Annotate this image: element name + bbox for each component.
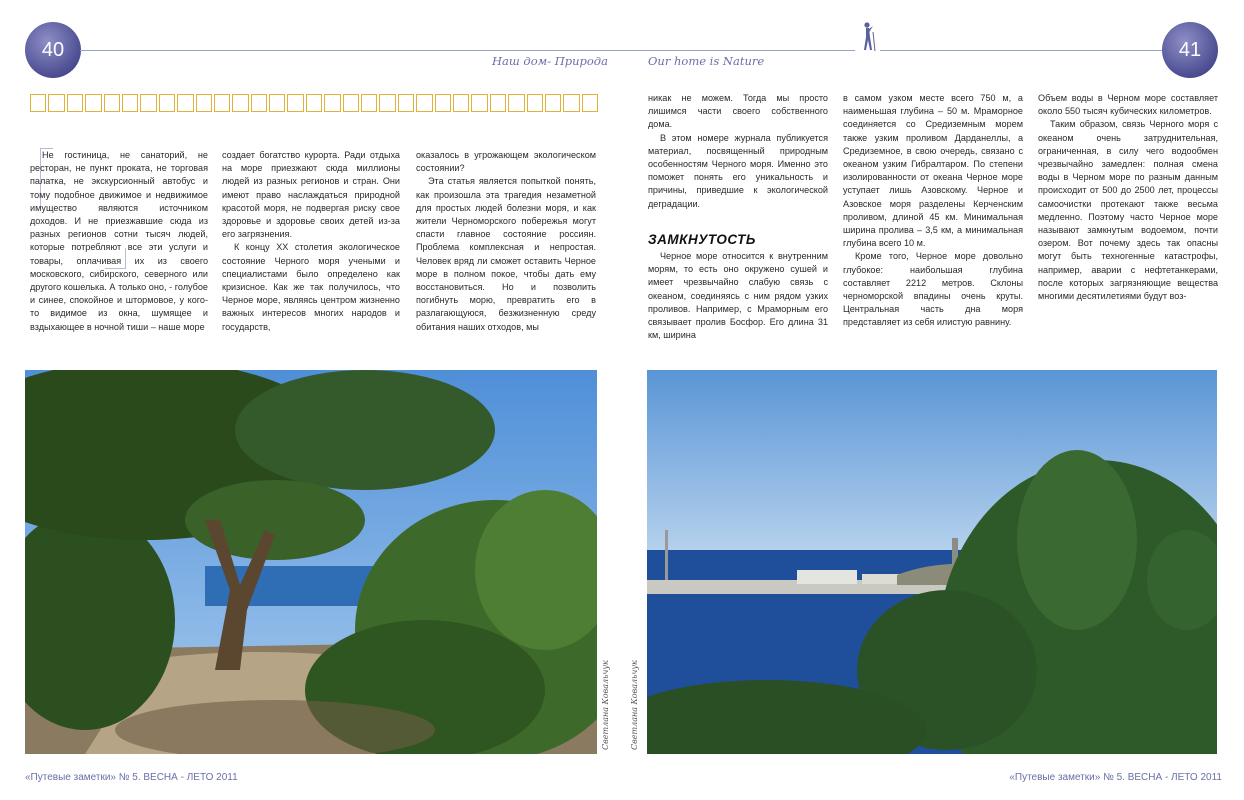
page-number-left: 40	[25, 22, 81, 78]
paragraph: создает богатство курорта. Ради отдыха на море приезжают сюда миллионы людей из разных регионов и стран. Они имеют право наслаждаться природной красотой моря, не подвергая риску свое здоровье и здоровье своих детей из-за его загрязнения.	[222, 150, 400, 240]
section-heading: ЗАМКНУТОСТЬ	[648, 231, 756, 247]
paragraph: Эта статья является попыткой понять, как произошла эта трагедия незаметной для простых людей болезни моря, и как жители Черноморского побережья могут спасти главное состояние россиян. Проблема комплексная и непростая. Человек вряд ли сможет оставить Черное море в полном покое, чтобы дать ему восстановиться. Но и позволить погибнуть морю, превратить его в разлагающуюся, безжизненную среду обитания наших отходов, мы	[416, 176, 596, 332]
decorative-square	[287, 94, 303, 112]
decorative-square	[251, 94, 267, 112]
decorative-square	[30, 94, 46, 112]
paragraph: Кроме того, Черное море довольно глубокое: наибольшая глубина составляет 2212 метров. Склоны черноморской впадины очень круты. Центральная часть дна моря представляет из себя илистую равнину.	[843, 251, 1023, 328]
decorative-square	[104, 94, 120, 112]
decorative-square	[306, 94, 322, 112]
paragraph: Черное море относится к внутренним морям, то есть оно окружено сушей и имеет чрезвычайно слабую связь с океаном, соединяясь с ним рядом узких проливов. Например, с Мраморным его связывает пролив Босфор. Его длина 31 км, ширина	[648, 251, 828, 341]
decorative-square	[269, 94, 285, 112]
decorative-square	[48, 94, 64, 112]
decorative-square	[177, 94, 193, 112]
decorative-square	[140, 94, 156, 112]
paragraph: К концу XX столетия экологическое состояние Черного моря учеными и специалистами было определено как кризисное. Как же так получилось, что Черное море, являясь центром жизненно важных интересов многих народов и государств,	[222, 242, 400, 332]
header-rule-left	[80, 50, 855, 51]
decorative-square	[324, 94, 340, 112]
footer-left: «Путевые заметки» № 5. ВЕСНА - ЛЕТО 2011	[25, 772, 238, 783]
decorative-square	[67, 94, 83, 112]
decorative-square	[582, 94, 598, 112]
decorative-square	[435, 94, 451, 112]
decorative-square	[398, 94, 414, 112]
right-column-1	[648, 92, 828, 342]
hiker-icon	[858, 22, 878, 52]
decorative-square	[471, 94, 487, 112]
right-column-2	[843, 92, 1023, 330]
decorative-square	[379, 94, 395, 112]
decorative-square	[85, 94, 101, 112]
footer-right: «Путевые заметки» № 5. ВЕСНА - ЛЕТО 2011	[1009, 772, 1222, 783]
decorative-square	[563, 94, 579, 112]
paragraph: Таким образом, связь Черного моря с океаном очень затруднительная, ограниченная, в силу чего водообмен чрезвычайно замедлен: полная смена воды в Черном море по разным данным происходит от 500 до 2500 лет, процессы самоочистки протекают также весьма медленно. Поэтому часто Черное море называют замкнутым водоемом, почти озером. Вот почему здесь так опасны могут быть техногенные катастрофы, например, аварии с нефтетанкерами, после которых загрязняющие вещества многими десятилетиями будут воз-	[1038, 119, 1218, 302]
paragraph: в самом узком месте всего 750 м, а наименьшая глубина – 50 м. Мраморное соединяется со Средиземным морем также узким проливом Дарданеллы, а Средиземное, в свою очередь, связано с океаном узким Гибралтаром. По степени изолированности от океана Черное море уступает лишь Азовскому. Черное и Азовское моря разделены Керченским проливом, длиной 45 км. Минимальная ширина пролива – 3,5 км, а минимальная глубина всего 10 м.	[843, 93, 1023, 249]
paragraph: никак не можем. Тогда мы просто лишимся части своего собственного дома.	[648, 93, 828, 130]
paragraph: оказалось в угрожающем экологическом состоянии?	[416, 150, 596, 174]
paragraph: Объем воды в Черном море составляет около 550 тысяч кубических километров.	[1038, 93, 1218, 117]
decorative-square	[416, 94, 432, 112]
left-column-3	[416, 149, 596, 334]
sea-harbour-photo	[647, 370, 1217, 754]
decorative-square	[196, 94, 212, 112]
right-column-3	[1038, 92, 1218, 303]
decorative-squares	[30, 94, 600, 114]
decorative-square	[508, 94, 524, 112]
decorative-square	[545, 94, 561, 112]
decorative-square	[232, 94, 248, 112]
photo-credit-left: Светлана Ковальчук	[601, 660, 610, 750]
left-column-1	[30, 149, 208, 334]
decorative-square	[453, 94, 469, 112]
running-head-right: Our home is Nature	[648, 54, 765, 68]
paragraph: В этом номере журнала публикуется материал, посвященный природным особенностям Черного моря. Именно это поможет понять его уникальность и причины, приведшие к экологической деградации.	[648, 132, 828, 209]
decorative-square	[361, 94, 377, 112]
paragraph: Не гостиница, не санаторий, не ресторан, не пункт проката, не торговая палатка, не экскурсионный автобус и тому подобное движимое и недвижимое имущество являются источником доходов. И не приезжавшие сюда из разных регионов сотни тысяч людей, которые потребляют все эти услуги и товары, оплачивая их из своего московского, сибирского, северного или другого кошелька. А только оно, - голубое и синее, спокойное и штормовое, у кого-то видимое из окна, шумящее и вздыхающее в ночной тиши – наше море	[30, 150, 208, 332]
decorative-square	[214, 94, 230, 112]
decorative-square	[527, 94, 543, 112]
running-head-left: Наш дом- Природа	[492, 54, 608, 68]
decorative-square	[490, 94, 506, 112]
left-column-2	[222, 149, 400, 334]
coastal-trees-photo	[25, 370, 597, 754]
decorative-square	[159, 94, 175, 112]
page-number-right: 41	[1162, 22, 1218, 78]
photo-credit-right: Светлана Ковальчук	[630, 660, 639, 750]
header-rule-right	[880, 50, 1162, 51]
decorative-square	[343, 94, 359, 112]
decorative-square	[122, 94, 138, 112]
